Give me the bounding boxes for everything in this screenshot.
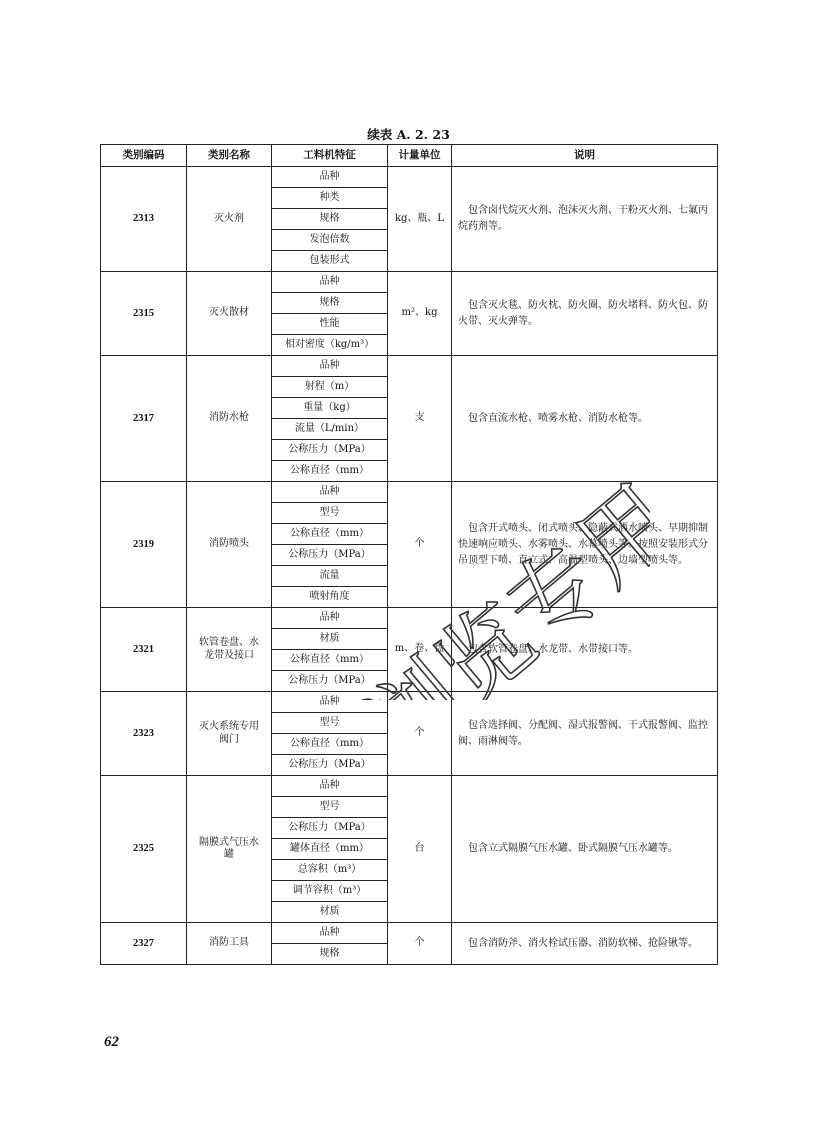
feature-cell: 公称直径（mm） bbox=[272, 461, 388, 482]
category-code: 2319 bbox=[101, 482, 187, 608]
category-name: 消防工具 bbox=[187, 923, 272, 965]
category-name: 隔膜式气压水罐 bbox=[187, 776, 272, 923]
feature-cell: 规格 bbox=[272, 944, 388, 965]
category-code: 2323 bbox=[101, 692, 187, 776]
table-caption: 续表 A. 2. 23 bbox=[367, 127, 450, 142]
table-body bbox=[101, 167, 718, 965]
feature-cell: 流量（L/min） bbox=[272, 419, 388, 440]
table-row bbox=[101, 272, 718, 293]
unit-cell: 个 bbox=[388, 482, 452, 608]
feature-cell: 罐体直径（mm） bbox=[272, 839, 388, 860]
header-features: 工料机特征 bbox=[272, 145, 388, 167]
description-cell bbox=[452, 923, 718, 965]
feature-cell: 材质 bbox=[272, 629, 388, 650]
description-cell bbox=[452, 692, 718, 776]
category-name: 消防喷头 bbox=[187, 482, 272, 608]
unit-cell: 支 bbox=[388, 356, 452, 482]
description-cell bbox=[452, 167, 718, 272]
unit-cell: kg、瓶、L bbox=[388, 167, 452, 272]
feature-cell: 公称直径（mm） bbox=[272, 650, 388, 671]
feature-cell: 包装形式 bbox=[272, 251, 388, 272]
feature-cell: 公称压力（MPa） bbox=[272, 671, 388, 692]
feature-cell: 流量 bbox=[272, 566, 388, 587]
feature-cell: 公称压力（MPa） bbox=[272, 818, 388, 839]
description-cell bbox=[452, 356, 718, 482]
table-row bbox=[101, 692, 718, 713]
spec-table bbox=[100, 144, 718, 965]
category-code: 2321 bbox=[101, 608, 187, 692]
feature-cell: 品种 bbox=[272, 923, 388, 944]
category-code: 2327 bbox=[101, 923, 187, 965]
feature-cell: 总容积（m³） bbox=[272, 860, 388, 881]
feature-cell: 调节容积（m³） bbox=[272, 881, 388, 902]
feature-cell: 材质 bbox=[272, 902, 388, 923]
description-text: 包含卤代烷灭火剂、泡沫灭火剂、干粉灭火剂、七氟丙烷药剂等。 bbox=[458, 205, 708, 232]
category-code: 2315 bbox=[101, 272, 187, 356]
feature-cell: 品种 bbox=[272, 692, 388, 713]
feature-cell: 品种 bbox=[272, 356, 388, 377]
description-text: 包含选择阀、分配阀、湿式报警阀、干式报警阀、监控阀、雨淋阀等。 bbox=[458, 719, 708, 747]
description-cell bbox=[452, 776, 718, 923]
feature-cell: 规格 bbox=[272, 209, 388, 230]
category-name: 软管卷盘、水龙带及接口 bbox=[187, 608, 272, 692]
category-name: 灭火剂 bbox=[187, 167, 272, 272]
feature-cell: 品种 bbox=[272, 167, 388, 188]
feature-cell: 品种 bbox=[272, 608, 388, 629]
feature-cell: 性能 bbox=[272, 314, 388, 335]
description-text: 包含开式喷头、闭式喷头、隐蔽式洒水喷头、早期抑制快速响应喷头、水雾喷头、水幕喷头等。按照安装形式分吊顶型下喷、直立式、高温型喷头、边墙型喷头等。 bbox=[458, 522, 708, 566]
description-text: 包含灭火毯、防火枕、防火圈、防火堵料、防火包、防火带、灭火弹等。 bbox=[458, 299, 708, 327]
table-row bbox=[101, 923, 718, 944]
unit-cell: 台 bbox=[388, 776, 452, 923]
category-name: 消防水枪 bbox=[187, 356, 272, 482]
description-text: 包含直流水枪、喷雾水枪、消防水枪等。 bbox=[468, 412, 648, 424]
feature-cell: 公称压力（MPa） bbox=[272, 440, 388, 461]
unit-cell: 个 bbox=[388, 923, 452, 965]
feature-cell: 喷射角度 bbox=[272, 587, 388, 608]
header-description: 说明 bbox=[452, 145, 718, 167]
feature-cell: 规格 bbox=[272, 293, 388, 314]
feature-cell: 公称压力（MPa） bbox=[272, 545, 388, 566]
feature-cell: 公称压力（MPa） bbox=[272, 755, 388, 776]
feature-cell: 发泡倍数 bbox=[272, 230, 388, 251]
category-code: 2317 bbox=[101, 356, 187, 482]
unit-cell: m²、kg bbox=[388, 272, 452, 356]
description-text: 包含消防斧、消火栓试压器、消防软梯、抢险锹等。 bbox=[468, 937, 698, 949]
feature-cell: 公称直径（mm） bbox=[272, 734, 388, 755]
table-row bbox=[101, 776, 718, 797]
header-code: 类别编码 bbox=[101, 145, 187, 167]
description-cell bbox=[452, 482, 718, 608]
table-row bbox=[101, 356, 718, 377]
watermark-text: 浏览专用 bbox=[345, 464, 650, 700]
feature-cell: 型号 bbox=[272, 713, 388, 734]
feature-cell: 品种 bbox=[272, 482, 388, 503]
category-name: 灭火系统专用阀门 bbox=[187, 692, 272, 776]
unit-cell: m、卷、盘 bbox=[388, 608, 452, 692]
category-name: 灭火散材 bbox=[187, 272, 272, 356]
header-unit: 计量单位 bbox=[388, 145, 452, 167]
header-row bbox=[101, 145, 718, 167]
description-text: 包含立式隔膜气压水罐、卧式隔膜气压水罐等。 bbox=[468, 843, 678, 854]
feature-cell: 种类 bbox=[272, 188, 388, 209]
description-text: 包含软管卷盘、水龙带、水带接口等。 bbox=[468, 643, 638, 655]
description-cell bbox=[452, 608, 718, 692]
feature-cell: 射程（m） bbox=[272, 377, 388, 398]
feature-cell: 公称直径（mm） bbox=[272, 524, 388, 545]
table-row bbox=[101, 608, 718, 629]
feature-cell: 品种 bbox=[272, 776, 388, 797]
feature-cell: 型号 bbox=[272, 797, 388, 818]
unit-cell: 个 bbox=[388, 692, 452, 776]
header-name: 类别名称 bbox=[187, 145, 272, 167]
page-number: 62 bbox=[104, 1034, 119, 1050]
table-row bbox=[101, 167, 718, 188]
description-cell bbox=[452, 272, 718, 356]
feature-cell: 相对密度（kg/m³） bbox=[272, 335, 388, 356]
category-code: 2313 bbox=[101, 167, 187, 272]
feature-cell: 重量（kg） bbox=[272, 398, 388, 419]
feature-cell: 型号 bbox=[272, 503, 388, 524]
table-row bbox=[101, 482, 718, 503]
category-code: 2325 bbox=[101, 776, 187, 923]
feature-cell: 品种 bbox=[272, 272, 388, 293]
